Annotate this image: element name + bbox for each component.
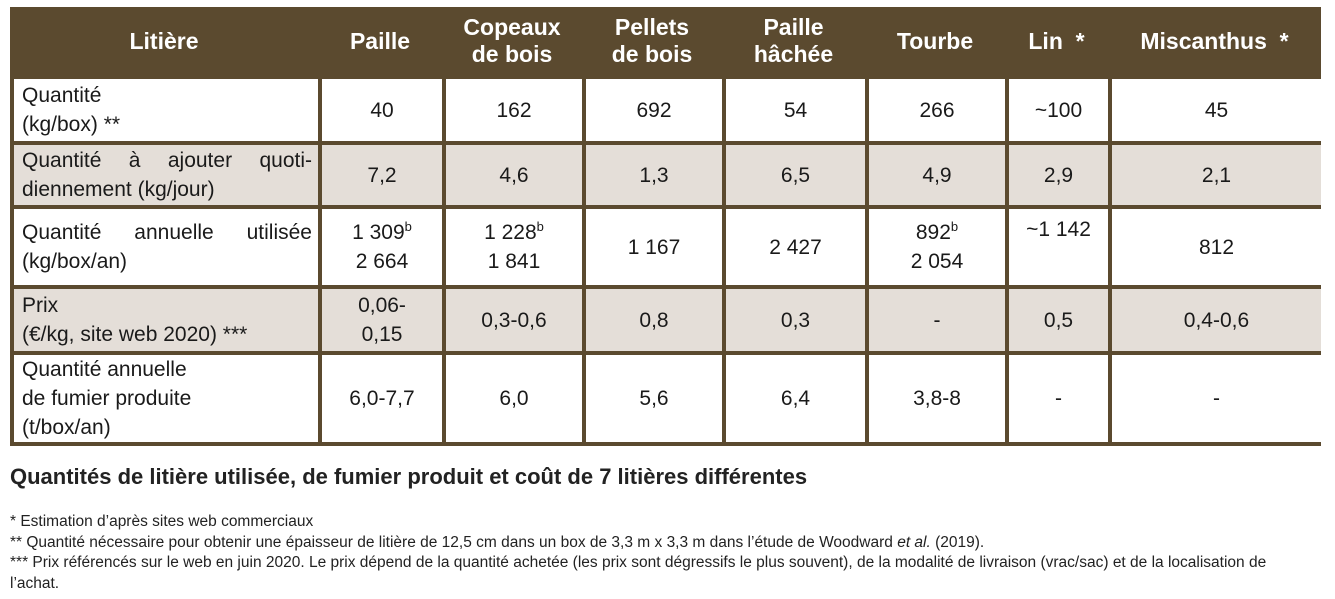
value-low: 1 228 [484, 221, 537, 244]
table-cell: ~100 [1005, 75, 1108, 141]
table-cell: 1,3 [582, 141, 722, 205]
value-high: 2 664 [355, 250, 409, 273]
footnote-mark: b [950, 219, 959, 234]
footnote-mark: b [536, 219, 544, 234]
table-cell: 54 [722, 75, 865, 141]
header-miscanthus: Miscanthus * [1108, 7, 1321, 75]
table-cell: 0,4-0,6 [1108, 285, 1321, 351]
table-cell: 0,8 [582, 285, 722, 351]
table-cell: 692 [582, 75, 722, 141]
table-cell: 7,2 [318, 141, 442, 205]
table-cell: 1 167 [582, 205, 722, 285]
table-cell: - [1005, 351, 1108, 442]
table-cell: ~1 142 [1005, 205, 1108, 285]
table-cell: 45 [1108, 75, 1321, 141]
table-row [10, 141, 1321, 205]
row-label: Quantité (kg/box) ** [10, 75, 318, 141]
table-cell: 3,8-8 [865, 351, 1005, 442]
table-header-row [10, 7, 1321, 75]
footnotes [10, 512, 1310, 594]
table-container [10, 7, 1321, 446]
value-low: 892 [915, 221, 951, 244]
table-cell [442, 205, 582, 285]
table-cell: 2,9 [1005, 141, 1108, 205]
row-label: Quantité annuelle utilisée (kg/box/an) [10, 205, 318, 285]
header-pellets: Pellets de bois [582, 7, 722, 75]
table-cell: 6,4 [722, 351, 865, 442]
table-cell: 5,6 [582, 351, 722, 442]
table-row [10, 75, 1321, 141]
table-caption: Quantités de litière utilisée, de fumier produit et coût de 7 litières différentes [10, 464, 808, 489]
table-row [10, 351, 1321, 442]
header-lin: Lin * [1005, 7, 1108, 75]
table-cell: 2,1 [1108, 141, 1321, 205]
table-cell: - [1108, 351, 1321, 442]
row-label: Prix (€/kg, site web 2020) *** [10, 285, 318, 351]
value-high: 2 054 [910, 250, 964, 273]
header-copeaux: Copeaux de bois [442, 7, 582, 75]
table-cell: 6,0 [442, 351, 582, 442]
table-cell: - [865, 285, 1005, 351]
footnote-mark: b [404, 219, 412, 234]
table-cell: 812 [1108, 205, 1321, 285]
table-cell [318, 205, 442, 285]
table-cell: 6,5 [722, 141, 865, 205]
table-cell: 266 [865, 75, 1005, 141]
table-cell: 2 427 [722, 205, 865, 285]
table-cell [865, 205, 1005, 285]
table-cell: 0,3-0,6 [442, 285, 582, 351]
table-cell: 0,3 [722, 285, 865, 351]
value-low: 1 309 [352, 221, 405, 244]
table-row [10, 205, 1321, 285]
value-high: 1 841 [487, 250, 541, 273]
footnote-2: ** Quantité nécessaire pour obtenir une épaisseur de litière de 12,5 cm dans un box de 3,3 m x 3,3 m dans l’étude de Woodward et al. (2019). [10, 533, 985, 551]
table-cell: 0,5 [1005, 285, 1108, 351]
header-tourbe: Tourbe [865, 7, 1005, 75]
table-cell: 4,9 [865, 141, 1005, 205]
footnote-3: *** Prix référencés sur le web en juin 2020. Le prix dépend de la quantité achetée (les prix sont dégressifs le plus souvent), de la modalité de livraison (vrac/sac) et de la localisation de l’achat. [10, 554, 1267, 592]
table-cell: 0,06- 0,15 [318, 285, 442, 351]
row-label: Quantité à ajouter quoti- diennement (kg/jour) [10, 141, 318, 205]
header-litiere: Litière [10, 7, 318, 75]
footnote-1: * Estimation d’après sites web commerciaux [10, 513, 314, 530]
litter-comparison-table [10, 7, 1321, 442]
header-paille: Paille [318, 7, 442, 75]
header-paille-hachee: Paille hâchée [722, 7, 865, 75]
row-label: Quantité annuelle de fumier produite (t/box/an) [10, 351, 318, 442]
table-cell: 4,6 [442, 141, 582, 205]
table-row [10, 285, 1321, 351]
table-cell: 6,0-7,7 [318, 351, 442, 442]
table-cell: 162 [442, 75, 582, 141]
table-cell: 40 [318, 75, 442, 141]
